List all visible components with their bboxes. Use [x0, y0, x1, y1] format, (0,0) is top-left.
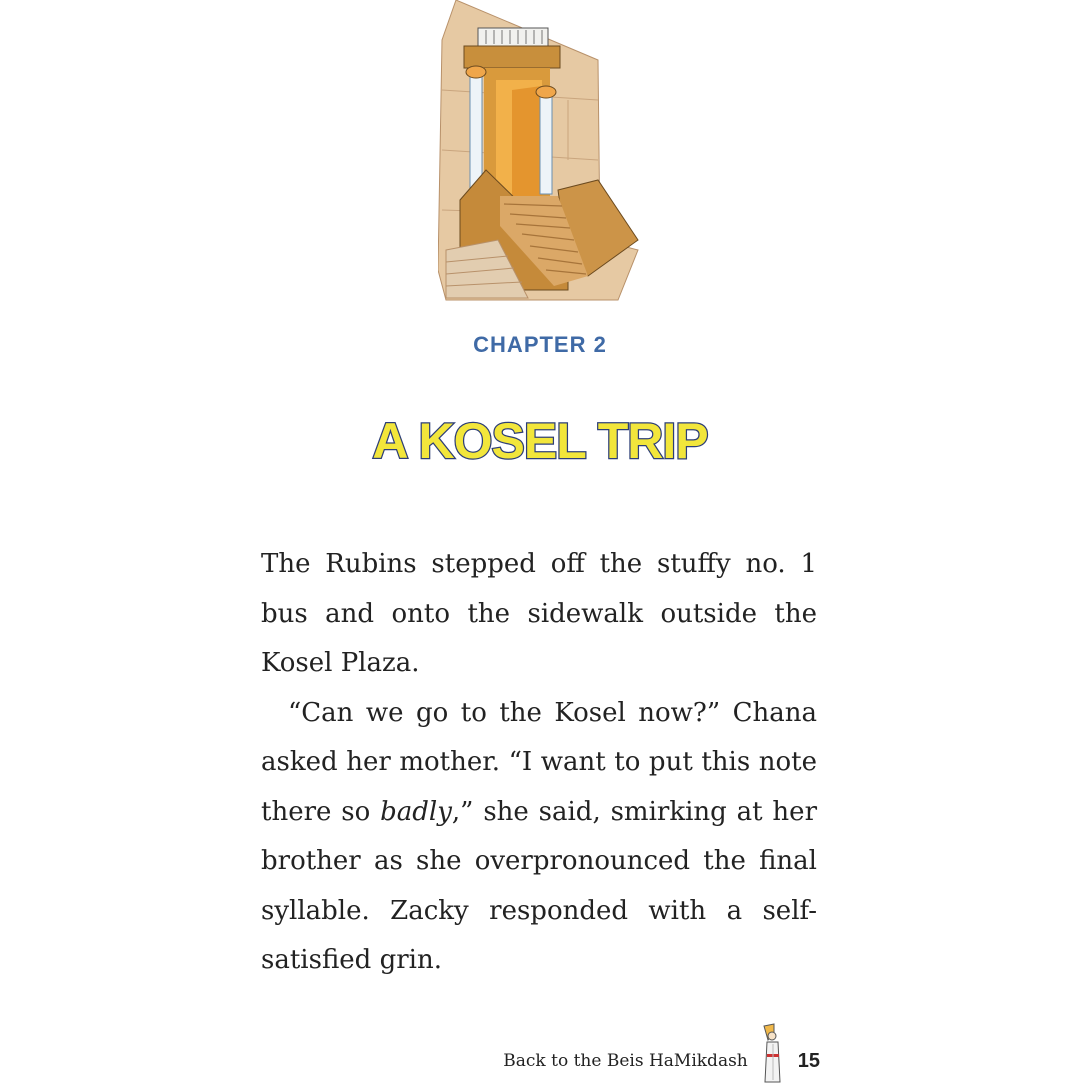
chapter-body-text: [261, 540, 817, 986]
chapter-label: CHAPTER 2: [473, 332, 607, 357]
paragraph-2: [261, 689, 817, 986]
footer-book-title: Back to the Beis HaMikdash: [503, 1051, 748, 1071]
page-footer: [503, 1038, 820, 1084]
paragraph-2-part-1: “Can we go to the Kosel now?” Chana asked her mother. “I want to put this note there so: [261, 697, 817, 827]
paragraph-1: The Rubins stepped off the stuffy no. 1 bus and onto the sidewalk outside the Kosel Plaza.: [261, 549, 817, 678]
emphasized-word: badly: [380, 796, 452, 827]
page-number: 15: [797, 1049, 820, 1072]
temple-gate-illustration: [438, 0, 644, 302]
paragraph-2-part-2: ,” she said, smirking at her brother as she overpronounced the final syllable. Zacky responded with a self-satisfied grin.: [261, 796, 817, 975]
trumpeter-figure-icon: [758, 1018, 788, 1084]
chapter-title: A KOSEL TRIP: [372, 413, 708, 469]
